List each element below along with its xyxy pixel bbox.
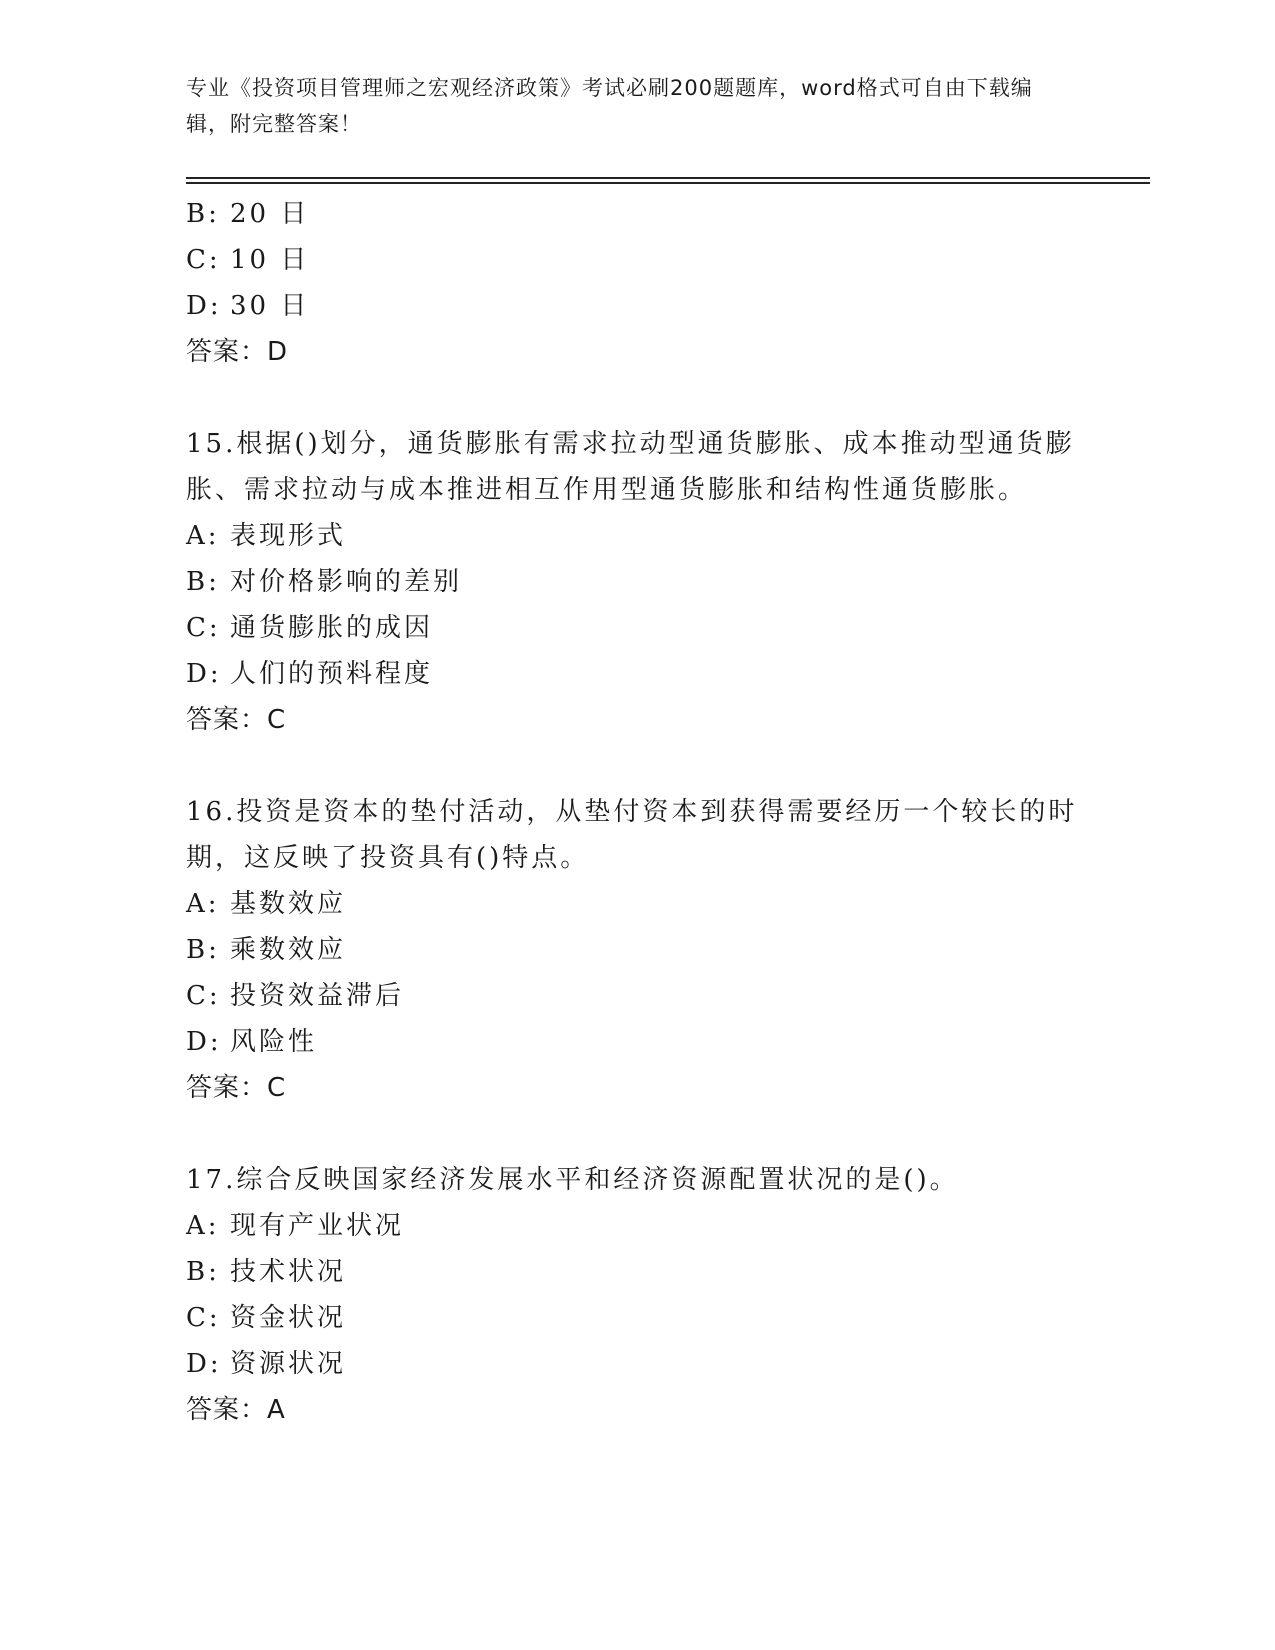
answer-line: 答案：C	[186, 1073, 287, 1103]
option-key: D:	[186, 1027, 222, 1057]
option-key: B:	[186, 1257, 220, 1287]
option-line	[186, 1341, 1086, 1387]
option-key: A:	[186, 521, 220, 551]
option-text: 人们的预料程度	[230, 659, 434, 689]
option-key: B:	[186, 935, 220, 965]
question-stem: 17.综合反映国家经济发展水平和经济资源配置状况的是()。	[186, 1165, 959, 1195]
option-text: 技术状况	[230, 1257, 347, 1287]
option-line	[186, 651, 1086, 697]
answer-line: 答案：C	[186, 705, 287, 735]
option-line	[186, 559, 1086, 605]
question-block	[186, 789, 1086, 1111]
header-rule-bottom	[186, 182, 1150, 184]
spacer	[186, 1111, 1086, 1157]
answer-line: 答案：D	[186, 337, 289, 367]
option-line	[186, 1295, 1086, 1341]
option-line	[186, 191, 1086, 237]
spacer	[186, 743, 1086, 789]
question-stem: 16.投资是资本的垫付活动，从垫付资本到获得需要经历一个较长的时期，这反映了投资具有()特点。	[186, 797, 1078, 873]
option-line	[186, 605, 1086, 651]
question-content	[186, 191, 1086, 1433]
document-header: 专业《投资项目管理师之宏观经济政策》考试必刷200题题库，word格式可自由下载编辑，附完整答案！	[186, 76, 1033, 136]
answer-line: 答案：A	[186, 1395, 286, 1425]
option-key: B:	[186, 567, 220, 597]
option-text: 资源状况	[230, 1349, 347, 1379]
option-text: 30 日	[230, 291, 310, 321]
option-key: D:	[186, 291, 222, 321]
option-key: D:	[186, 659, 222, 689]
header-rule-top	[186, 177, 1150, 179]
option-text: 10 日	[230, 245, 310, 275]
option-line	[186, 1019, 1086, 1065]
option-text: 乘数效应	[230, 935, 347, 965]
option-line	[186, 283, 1086, 329]
option-line	[186, 1203, 1086, 1249]
question-stem: 15.根据()划分，通货膨胀有需求拉动型通货膨胀、成本推动型通货膨胀、需求拉动与成本推进相互作用型通货膨胀和结构性通货膨胀。	[186, 429, 1075, 505]
option-text: 资金状况	[230, 1303, 347, 1333]
option-key: D:	[186, 1349, 222, 1379]
option-key: C:	[186, 245, 221, 275]
option-line	[186, 1249, 1086, 1295]
question-block	[186, 421, 1086, 743]
option-text: 表现形式	[230, 521, 347, 551]
option-key: B:	[186, 199, 220, 229]
question-block	[186, 1157, 1086, 1433]
option-key: A:	[186, 1211, 220, 1241]
option-key: C:	[186, 981, 221, 1011]
prev-question-block	[186, 191, 1086, 375]
option-text: 基数效应	[230, 889, 347, 919]
option-key: A:	[186, 889, 220, 919]
option-line	[186, 881, 1086, 927]
spacer	[186, 375, 1086, 421]
option-line	[186, 513, 1086, 559]
option-text: 对价格影响的差别	[230, 567, 463, 597]
option-key: C:	[186, 613, 221, 643]
option-text: 现有产业状况	[230, 1211, 405, 1241]
option-line	[186, 927, 1086, 973]
option-text: 风险性	[230, 1027, 318, 1057]
option-line	[186, 973, 1086, 1019]
option-line	[186, 237, 1086, 283]
option-text: 投资效益滞后	[230, 981, 405, 1011]
option-text: 通货膨胀的成因	[230, 613, 434, 643]
option-text: 20 日	[230, 199, 310, 229]
option-key: C:	[186, 1303, 221, 1333]
